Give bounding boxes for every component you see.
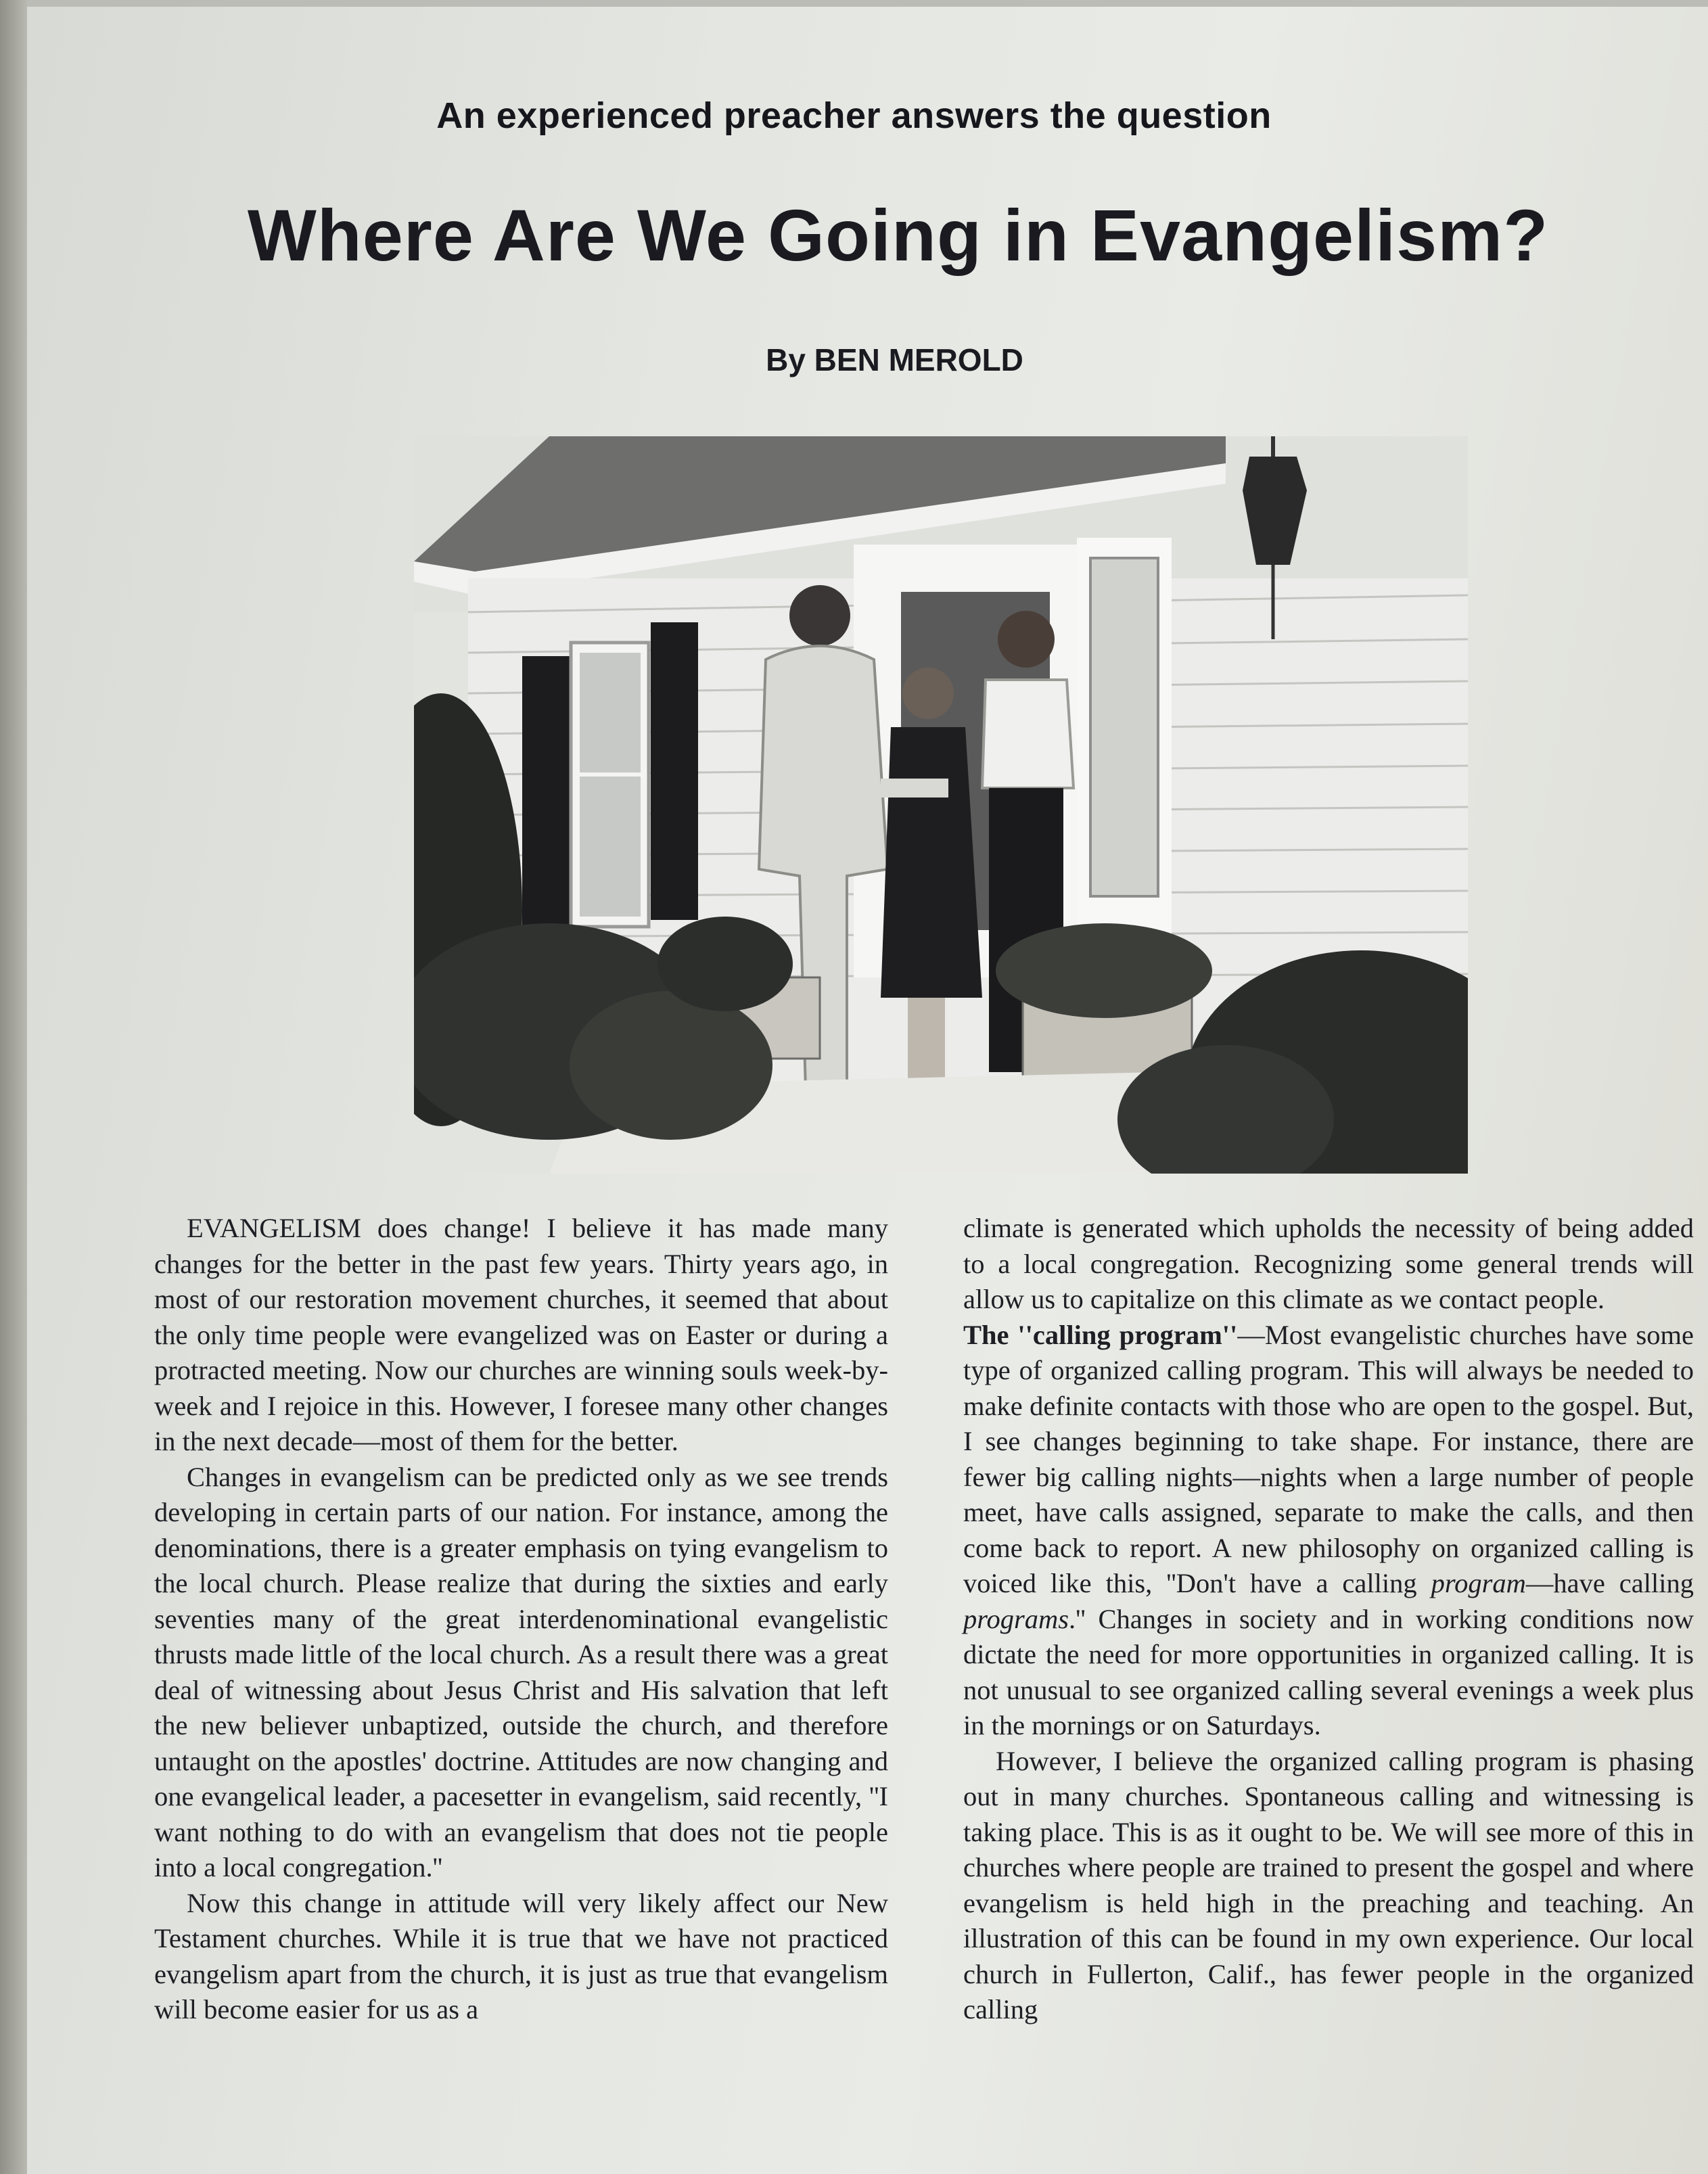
paragraph-calling-program [963,1318,1694,1744]
article-byline: By BEN MEROLD [766,342,1023,377]
paragraph: climate is generated which upholds the necessity of being added to a local congregation. Recognizing some general trends will allow us to capitalize on this climate as we contact people. [963,1213,1694,1314]
column-right [963,1211,1694,2028]
text-run: —Most evangelistic churches have some type of organized calling program. This will always be needed to make definite contacts with those who are open to the gospel. But, I see changes beginning to take shape. For instance, there are fewer big calling nights—nights when a large number of people meet, have calls assigned, separate to make the calls, and then come back to report. A new philosophy on organized calling is voiced like this, ''Don't have a calling [963,1319,1694,1598]
binding-edge [0,0,27,2174]
emphasis-program: program [1431,1568,1526,1598]
subhead-calling-program: The ''calling program'' [963,1319,1238,1350]
paragraph: Now this change in attitude will very likely affect our New Testament churches. While it is true that we have not practiced evangelism apart from the church, it is just as true that evangelism will become easier for us as a [154,1887,888,2025]
photo-icon [414,436,1468,1174]
emphasis-programs: programs [963,1603,1069,1634]
text-run: .'' Changes in society and in working conditions now dictate the need for more opportunities in organized calling. It is not unusual to see organized calling several evenings a week plus in the mornings or on Saturdays. [963,1603,1694,1740]
article-photo [414,436,1468,1174]
article-title: Where Are We Going in Evangelism? [247,194,1549,276]
column-left [154,1211,888,2028]
paragraph: Changes in evangelism can be predicted only as we see trends developing in certain parts of our nation. For instance, among the denominations, there is a greater emphasis on tying evangelism to the local church. Please realize that during the sixties and early seventies many of the great interdenominational evangelistic thrusts made little of the local church. As a result there was a great deal of witnessing about Jesus Christ and His salvation that left the new believer unbaptized, outside the church, and therefore untaught on the apostles' doctrine. Attitudes are now changing and one evangelical leader, a pacesetter in evangelism, said recently, ''I want nothing to do with an evangelism that does not tie people into a local congregation.'' [154,1461,888,1882]
article-kicker: An experienced preacher answers the question [436,95,1272,136]
paragraph: However, I believe the organized calling program is phasing out in many churches. Spontaneous calling and witnessing is taking place. This is as it ought to be. We will see more of this in churches where people are trained to present the gospel and where evangelism is held high in the preaching and teaching. An illustration of this can be found in my own experience. Our local church in Fullerton, Calif., has fewer people in the organized calling [963,1745,1694,2025]
paragraph: EVANGELISM does change! I believe it has made many changes for the better in the past few years. Thirty years ago, in most of our restoration movement churches, it seemed that about the only time people were evangelized was on Easter or during a protracted meeting. Now our churches are winning souls week-by-week and I rejoice in this. However, I foresee many other changes in the next decade—most of them for the better. [154,1213,888,1456]
text-run: —have calling [1525,1568,1694,1598]
